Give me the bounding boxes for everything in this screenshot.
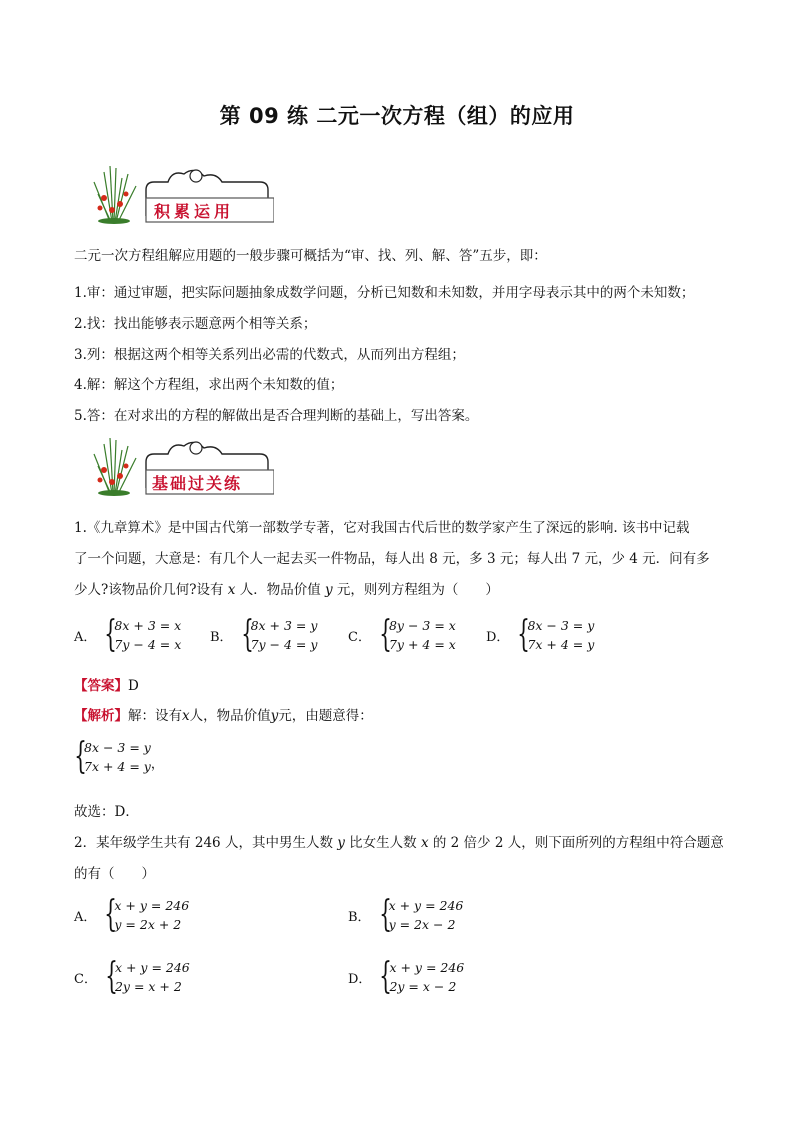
analysis-text: 人，物品价值 (189, 708, 271, 724)
q2-line-1 (74, 833, 724, 853)
q2-line-2: 的有（ ） (74, 866, 155, 882)
equation: 7x + 4 = y (527, 637, 595, 652)
equation: y = 2x + 2 (114, 917, 182, 932)
analysis-text: 解：设有 (128, 708, 182, 724)
q1-line-3-a: 少人?该物品价几何?设有 (74, 582, 228, 598)
var-x: x (420, 835, 429, 851)
intro-lead: 二元一次方程组解应用题的一般步骤可概括为“审、找、列、解、答”五步，即： (74, 248, 547, 264)
equation: 7y − 4 = x (114, 637, 182, 652)
equation: x + y = 246 (114, 960, 190, 975)
q1-line-3-c: 元，则列方程组为（ ） (332, 582, 499, 598)
option-label: B． (210, 629, 233, 645)
equation: 7y + 4 = x (388, 637, 456, 652)
answer-tag: 【答案】 (74, 678, 128, 694)
intro-step-5: 5.答：在对求出的方程的解做出是否合理判断的基础上，写出答案。 (74, 408, 479, 424)
equation: 8x − 3 = y (527, 618, 595, 633)
equation: x + y = 246 (388, 898, 464, 913)
equation: 8y − 3 = x (388, 618, 456, 633)
q1-answer (74, 676, 139, 696)
solution-tail: ， (150, 757, 164, 772)
equation: 2y = x − 2 (389, 979, 457, 994)
q2-option-d (348, 958, 464, 996)
q1-option-d (486, 616, 594, 654)
section-banner-basic (84, 436, 274, 498)
analysis-text: 元，由题意得： (278, 708, 373, 724)
intro-step-1: 1.审：通过审题，把实际问题抽象成数学问题，分析已知数和未知数，并用字母表示其中的两个未知数； (74, 285, 695, 301)
q2-line-1-a: 2．某年级学生共有 246 人，其中男生人数 (74, 835, 338, 851)
option-label: C． (74, 971, 97, 987)
brace-icon: { (517, 614, 531, 655)
var-x: x (227, 582, 236, 598)
brace-icon: { (105, 956, 118, 997)
intro-step-4: 4.解：解这个方程组，求出两个未知数的值； (74, 377, 344, 393)
analysis-tag: 【解析】 (74, 708, 128, 724)
brace-icon: { (379, 956, 393, 997)
option-label: A． (74, 909, 97, 925)
answer-value: D (128, 678, 139, 694)
intro-step-2: 2.找：找出能够表示题意两个相等关系； (74, 316, 317, 332)
brace-icon: { (104, 614, 118, 655)
q1-line-1: 1.《九章算术》是中国古代第一部数学专著，它对我国古代后世的数学家产生了深远的影响. 该书中记载 (74, 520, 690, 536)
page-title: 第 09 练 二元一次方程（组）的应用 (219, 104, 575, 128)
q1-solution-system (72, 738, 164, 776)
option-label: D． (486, 629, 510, 645)
q2-option-b (348, 896, 463, 934)
equation: 2y = x + 2 (114, 979, 182, 994)
q1-choose: 故选：D． (74, 804, 139, 820)
var-x: x (182, 708, 190, 724)
section-banner-accumulate (84, 164, 274, 226)
equation: x + y = 246 (114, 898, 190, 913)
equation: y = 2x − 2 (388, 917, 456, 932)
q1-line-2: 了一个问题，大意是：有几个人一起去买一件物品，每人出 8 元，多 3 元；每人出 7 元，少 4 元．问有多 (74, 551, 710, 567)
var-y: y (337, 835, 345, 851)
var-y: y (325, 582, 333, 598)
q2-line-1-c: 的 2 倍少 2 人，则下面所列的方程组中符合题意 (428, 835, 724, 851)
equation: 7y − 4 = y (250, 637, 318, 652)
equation: 8x − 3 = y (84, 740, 151, 755)
brace-icon: { (104, 894, 118, 935)
equation: 8x + 3 = x (114, 618, 182, 633)
q2-option-a (74, 896, 189, 934)
option-label: B． (348, 909, 371, 925)
var-y: y (270, 708, 279, 724)
option-label: C． (348, 629, 371, 645)
brace-icon: { (240, 614, 254, 655)
q1-option-c (348, 616, 456, 654)
equation: x + y = 246 (389, 960, 465, 975)
brace-icon: { (378, 894, 392, 935)
q1-analysis (74, 706, 373, 726)
section-label-accumulate: 积累运用 (154, 202, 235, 221)
equation: 7x + 4 = y (84, 759, 151, 774)
brace-icon: { (74, 736, 87, 777)
q1-option-a (74, 616, 181, 654)
section-label-basic: 基础过关练 (152, 474, 243, 493)
q1-option-b (210, 616, 317, 654)
brace-icon: { (379, 614, 392, 655)
q2-line-1-b: 比女生人数 (344, 835, 421, 851)
equation: 8x + 3 = y (250, 618, 318, 633)
q2-option-c (74, 958, 190, 996)
q1-line-3 (74, 580, 499, 600)
q1-line-3-b: 人．物品价值 (235, 582, 325, 598)
option-label: D． (348, 971, 372, 987)
option-label: A． (74, 629, 97, 645)
intro-step-3: 3.列：根据这两个相等关系列出必需的代数式，从而列出方程组； (74, 347, 465, 363)
